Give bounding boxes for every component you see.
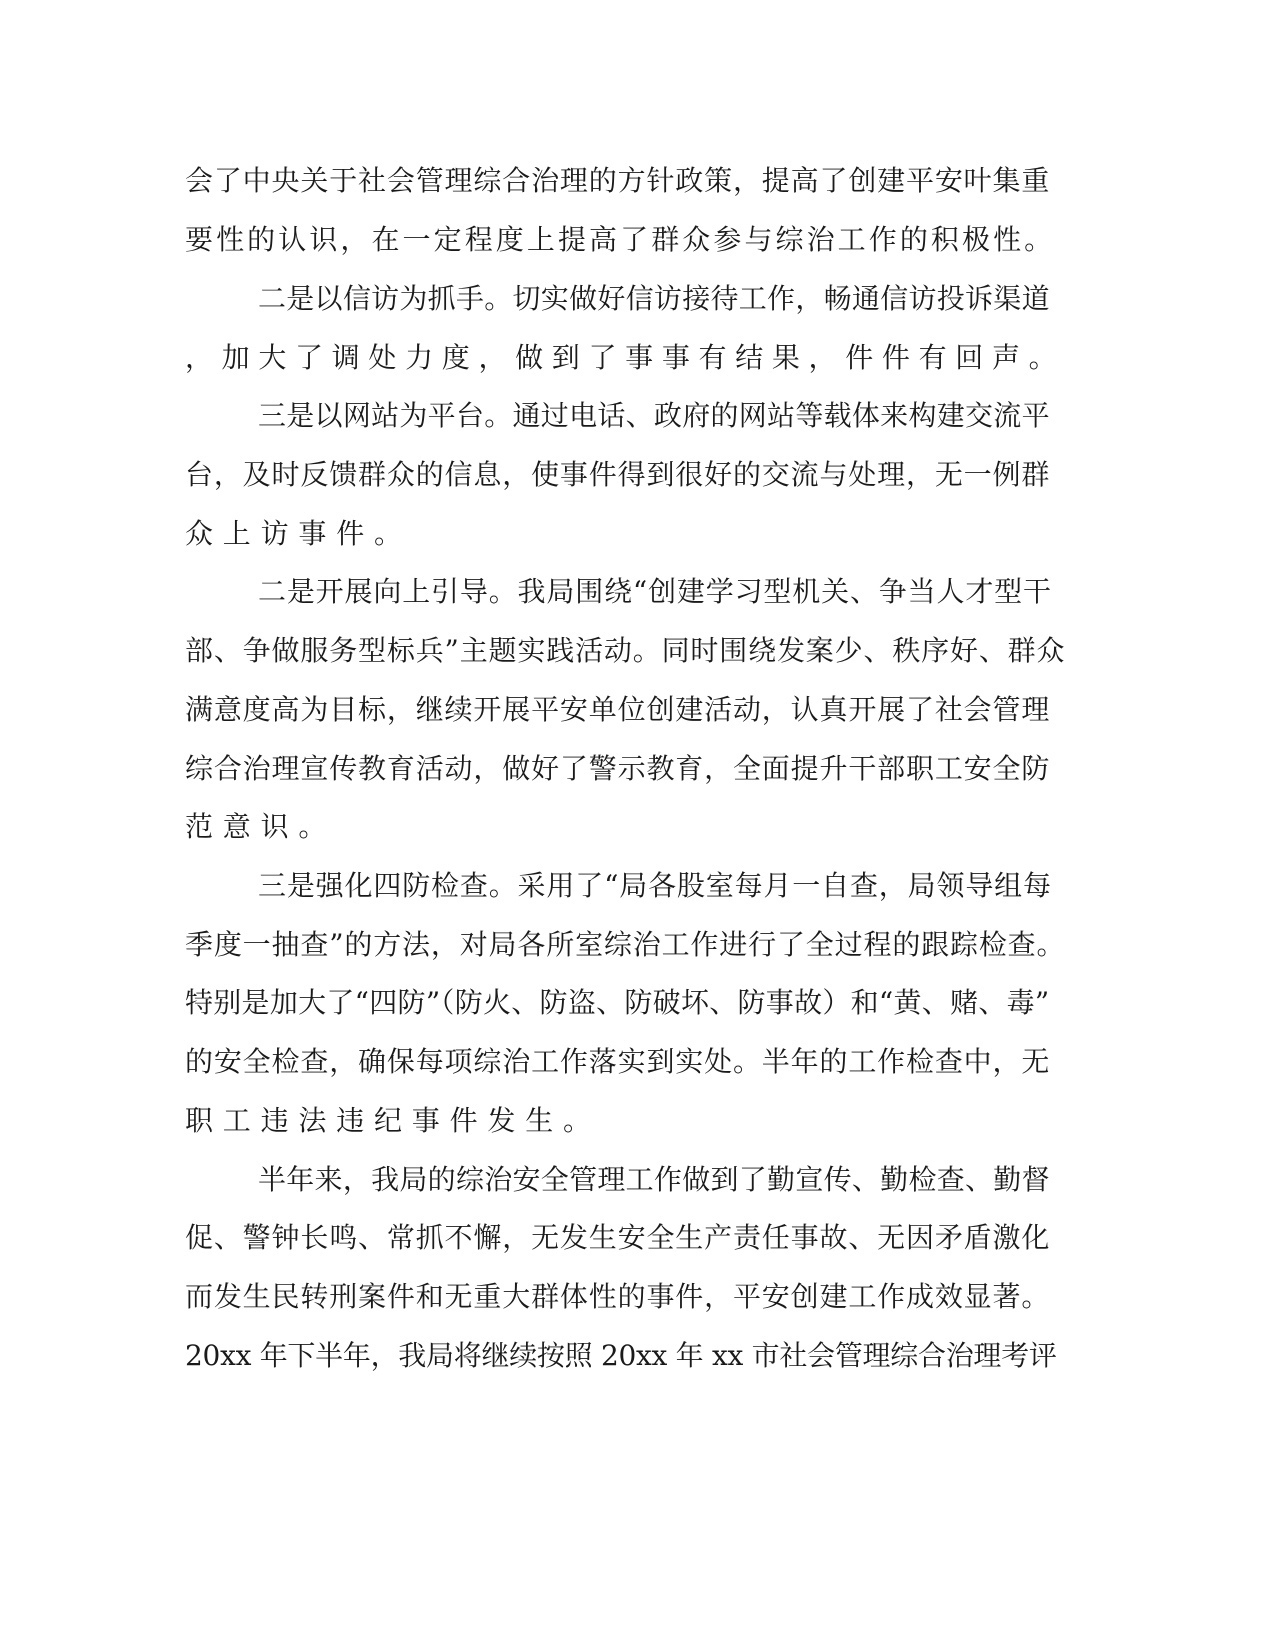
text-line: 20xx 年下半年，我局将继续按照 20xx 年 xx 市社会管理综合治理考评 [185, 1339, 1057, 1372]
paragraph-start: 三是以网站为平台。通过电话、政府的网站等载体来构建交流平 [258, 399, 1050, 432]
text-line: 会了中央关于社会管理综合治理的方针政策，提高了创建平安叶集重 [185, 164, 1051, 197]
paragraph-start: 二是以信访为抓手。切实做好信访接待工作，畅通信访投诉渠道 [258, 282, 1050, 315]
paragraph-start: 二是开展向上引导。我局围绕“创建学习型机关、争当人才型干 [258, 575, 1052, 608]
paragraph-start: 三是强化四防检查。采用了“局各股室每月一自查，局领导组每 [258, 869, 1052, 902]
text-line: 部、争做服务型标兵”主题实践活动。同时围绕发案少、秩序好、群众 [185, 634, 1066, 667]
text-line: 众上访事件。 [185, 517, 412, 550]
text-line: 特别是加大了“四防”（防火、防盗、防破坏、防事故）和“黄、赌、毒” [185, 986, 1050, 1019]
text-line: ，加大了调处力度，做到了事事有结果，件件有回声。 [185, 341, 1066, 374]
text-line: 而发生民转刑案件和无重大群体性的事件，平安创建工作成效显著。 [185, 1280, 1051, 1313]
text-line: 综合治理宣传教育活动，做好了警示教育，全面提升干部职工安全防 [185, 752, 1051, 785]
text-line: 促、警钟长鸣、常抓不懈，无发生安全生产责任事故、无因矛盾激化 [185, 1221, 1051, 1254]
text-line: 的安全检查，确保每项综治工作落实到实处。半年的工作检查中，无 [185, 1045, 1051, 1078]
text-line: 台，及时反馈群众的信息，使事件得到很好的交流与处理，无一例群 [185, 458, 1051, 491]
paragraph-start: 半年来，我局的综治安全管理工作做到了勤宣传、勤检查、勤督 [258, 1163, 1050, 1196]
text-line: 范意识。 [185, 810, 337, 843]
text-line: 职工违法违纪事件发生。 [185, 1104, 601, 1137]
text-line: 要性的认识，在一定程度上提高了群众参与综治工作的积极性。 [185, 223, 1056, 256]
text-line: 满意度高为目标，继续开展平安单位创建活动，认真开展了社会管理 [185, 693, 1051, 726]
text-line: 季度一抽查”的方法，对局各所室综治工作进行了全过程的跟踪检查。 [185, 928, 1066, 961]
